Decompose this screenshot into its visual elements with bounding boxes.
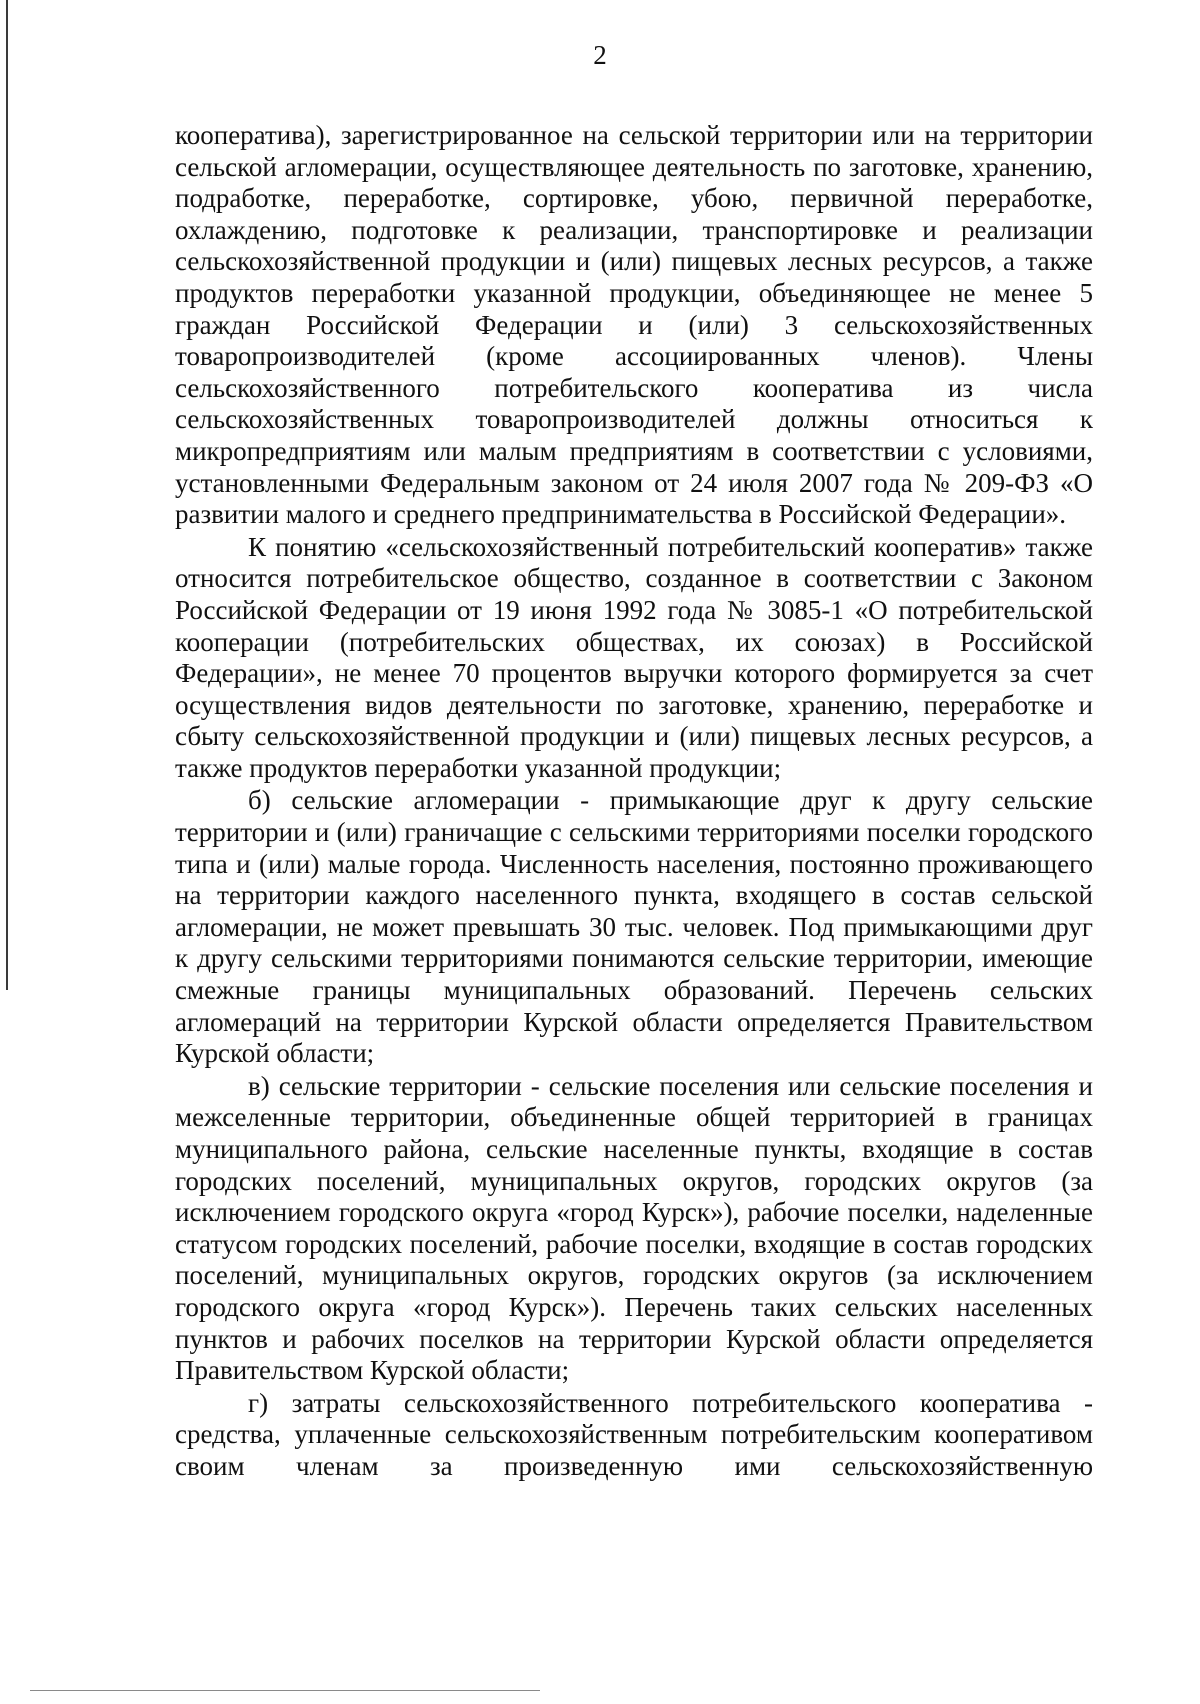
page-number: 2 [593, 40, 607, 70]
scan-left-edge [6, 0, 8, 990]
scan-bottom-edge [30, 1690, 540, 1691]
paragraph-cooperative-costs: г) затраты сельскохозяйственного потребительского кооператива - средства, уплаченные сельскохозяйственным потребительским кооперативом своим членам за произведенную ими сельскохозяйственную [175, 1387, 1093, 1481]
document-body [175, 120, 1093, 1483]
paragraph-consumer-society: К понятию «сельскохозяйственный потребительский кооператив» также относится потребительское общество, созданное в соответствии с Законом Российской Федерации от 19 июня 1992 года № 3085-1 «О потребительской кооперации (потребительских обществах, их союзах) в Российской Федерации», не менее 70 процентов выручки которого формируется за счет осуществления видов деятельности по заготовке, хранению, переработке и сбыту сельскохозяйственной продукции и (или) пищевых лесных ресурсов, а также продуктов переработки указанной продукции; [175, 531, 1093, 783]
paragraph-rural-territories: в) сельские территории - сельские поселения или сельские поселения и межселенные территории, объединенные общей территорией в границах муниципального района, сельские населенные пункты, входящие в состав городских поселений, муниципальных округов, городских округов (за исключением городского округа «город Курск»), рабочие поселки, наделенные статусом городских поселений, рабочие поселки, входящие в состав городских поселений, муниципальных округов, городских округов (за исключением городского округа «город Курск»). Перечень таких сельских населенных пунктов и рабочих поселков на территории Курской области определяется Правительством Курской области; [175, 1070, 1093, 1386]
paragraph-rural-agglomerations: б) сельские агломерации - примыкающие друг к другу сельские территории и (или) граничащие с сельскими территориями поселки городского типа и (или) малые города. Численность населения, постоянно проживающего на территории каждого населенного пункта, входящего в состав сельской агломерации, не может превышать 30 тыс. человек. Под примыкающими друг к другу сельскими территориями понимаются сельские территории, имеющие смежные границы муниципальных образований. Перечень сельских агломераций на территории Курской области определяется Правительством Курской области; [175, 785, 1093, 1069]
paragraph-cooperative-definition-continued: кооператива), зарегистрированное на сельской территории или на территории сельской агломерации, осуществляющее деятельность по заготовке, хранению, подработке, переработке, сортировке, убою, первичной переработке, охлаждению, подготовке к реализации, транспортировке и реализации сельскохозяйственной продукции и (или) пищевых лесных ресурсов, а также продуктов переработки указанной продукции, объединяющее не менее 5 граждан Российской Федерации и (или) 3 сельскохозяйственных товаропроизводителей (кроме ассоциированных членов). Члены сельскохозяйственного потребительского кооператива из числа сельскохозяйственных товаропроизводителей должны относиться к микропредприятиям или малым предприятиям в соответствии с условиями, установленными Федеральным законом от 24 июля 2007 года № 209-ФЗ «О развитии малого и среднего предпринимательства в Российской Федерации». [175, 120, 1093, 530]
